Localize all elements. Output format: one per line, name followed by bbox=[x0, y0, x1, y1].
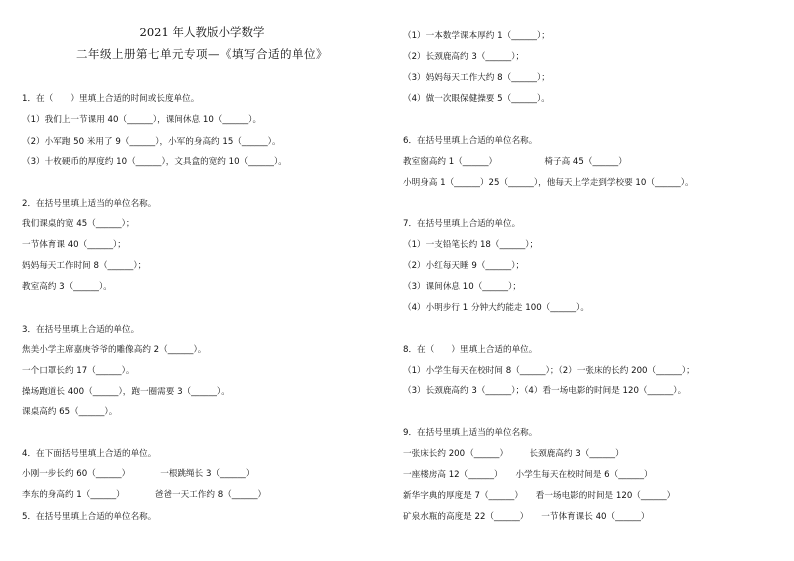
q8-heading: 8．在（ ）里填上合适的单位。 bbox=[403, 345, 538, 355]
q7-item-3: （3）课间休息 10（______）； bbox=[403, 282, 521, 292]
q6-item-1: 教室窗高约 1（______） 椅子高 45（______） bbox=[403, 157, 627, 167]
q5-item-2: （2）长颈鹿高约 3（______）； bbox=[403, 52, 525, 62]
q7-item-1: （1）一支铅笔长约 18（______）； bbox=[403, 240, 539, 250]
q3-item-1: 焦美小学主席嘉庚爷爷的雕像高约 2（______）。 bbox=[22, 345, 207, 355]
q7-item-2: （2）小红每天睡 9（______）； bbox=[403, 261, 525, 271]
q4-heading: 4．在下面括号里填上合适的单位。 bbox=[22, 449, 157, 459]
q1-item-1: （1）我们上一节课用 40（______），课间休息 10（______）。 bbox=[22, 115, 262, 125]
q2-item-3: 妈妈每天工作时间 8（______）； bbox=[22, 261, 147, 271]
q5-item-3: （3）妈妈每天工作大约 8（______）； bbox=[403, 73, 550, 83]
q7-item-4: （4）小明步行 1 分钟大约能走 100（______）。 bbox=[403, 303, 589, 313]
q9-item-3: 新华字典的厚度是 7（______） 看一场电影的时间是 120（______） bbox=[403, 491, 676, 501]
q4-item-2: 李东的身高约 1（______） 爸爸一天工作约 8（______） bbox=[22, 490, 267, 500]
q9-item-4: 矿泉水瓶的高度是 22（______） 一节体育课长 40（______） bbox=[403, 512, 650, 522]
q5-item-1: （1）一本数学课本厚约 1（______）； bbox=[403, 31, 550, 41]
q2-heading: 2．在括号里填上适当的单位名称。 bbox=[22, 199, 157, 209]
q7-heading: 7．在括号里填上合适的单位。 bbox=[403, 219, 521, 229]
q9-item-2: 一座楼房高 12（______） 小学生每天在校时间是 6（______） bbox=[403, 470, 653, 480]
q5-heading: 5．在括号里填上合适的单位名称。 bbox=[22, 512, 157, 522]
q9-item-1: 一张床长约 200（______） 长颈鹿高约 3（______） bbox=[403, 449, 624, 459]
q8-item-1: （1）小学生每天在校时间 8（______）；（2）一张床的长约 200（______）； bbox=[403, 366, 695, 376]
worksheet-subtitle: 二年级上册第七单元专项—《填写合适的单位》 bbox=[76, 47, 328, 61]
q5-item-4: （4）做一次眼保健操要 5（______）。 bbox=[403, 94, 550, 104]
q3-item-3: 操场跑道长 400（______），跑一圈需要 3（______）。 bbox=[22, 387, 230, 397]
q9-heading: 9．在括号里填上适当的单位名称。 bbox=[403, 428, 538, 438]
worksheet-title: 2021 年人教版小学数学 bbox=[139, 25, 265, 39]
q8-item-2: （3）长颈鹿高约 3（______）；（4）看一场电影的时间是 120（______）。 bbox=[403, 386, 687, 396]
q3-item-2: 一个口罩长约 17（______）。 bbox=[22, 366, 135, 376]
q3-item-4: 课桌高约 65（______）。 bbox=[22, 407, 118, 417]
q3-heading: 3．在括号里填上合适的单位。 bbox=[22, 325, 140, 335]
q1-item-3: （3）十枚硬币的厚度约 10（______），文具盒的宽约 10（______）。 bbox=[22, 157, 287, 167]
q2-item-2: 一节体育课 40（______）； bbox=[22, 240, 126, 250]
q1-item-2: （2）小军跑 50 米用了 9（______），小军的身高约 15（______）。 bbox=[22, 137, 281, 147]
q6-heading: 6．在括号里填上合适的单位名称。 bbox=[403, 136, 538, 146]
q1-heading: 1．在（ ）里填上合适的时间或长度单位。 bbox=[22, 94, 200, 104]
q4-item-1: 小刚一步长约 60（______） 一根跳绳长 3（______） bbox=[22, 469, 255, 479]
q2-item-1: 我们课桌的宽 45（______）； bbox=[22, 219, 135, 229]
q2-item-4: 教室高约 3（______）。 bbox=[22, 282, 112, 292]
q6-item-2: 小明身高 1（______）25（______），他每天上学走到学校要 10（______）。 bbox=[403, 178, 694, 188]
